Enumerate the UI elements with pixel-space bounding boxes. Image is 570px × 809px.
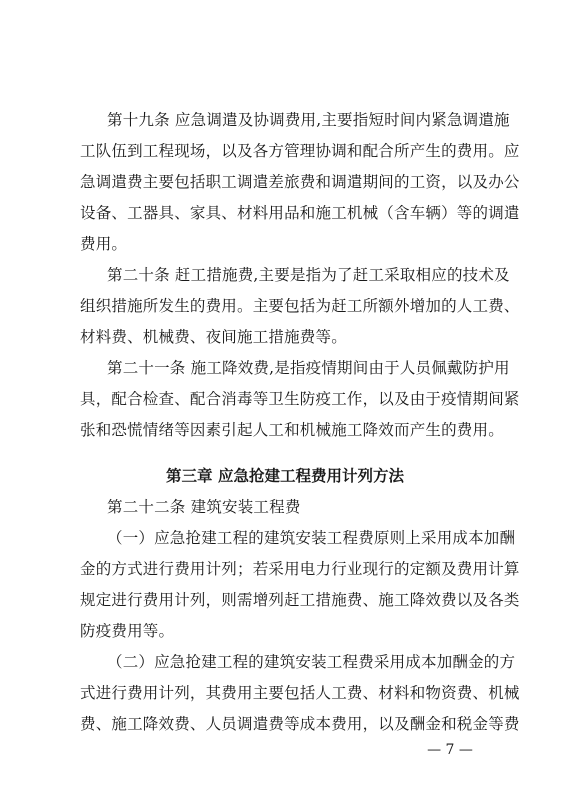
art22-item1-line-2: 金的方式进行费用计列；若采用电力行业现行的定额及费用计算 — [80, 560, 520, 578]
art20-line-2: 组织措施所发生的费用。主要包括为赶工所额外增加的人工费、 — [80, 297, 520, 315]
art21-line-2: 具，配合检查、配合消毒等卫生防疫工作，以及由于疫情期间紧 — [80, 390, 520, 408]
art22-item1-line-3: 规定进行费用计列，则需增列赶工措施费、施工降效费以及各类 — [80, 591, 520, 609]
art20-line-1: 第二十条 赶工措施费,主要是指为了赶工采取相应的技术及 — [107, 266, 510, 284]
art19-line-1: 第十九条 应急调遣及协调费用,主要指短时间内紧急调遣施 — [107, 111, 510, 129]
art22-item2-line-2: 式进行费用计列，其费用主要包括人工费、材料和物资费、机械 — [80, 684, 520, 702]
art22-item2-line-3: 费、施工降效费、人员调遣费等成本费用，以及酬金和税金等费 — [80, 715, 520, 733]
chapter-3-heading: 第三章 应急抢建工程费用计列方法 — [166, 467, 404, 485]
art19-line-5: 费用。 — [80, 235, 128, 253]
art22-item2-line-1: （二）应急抢建工程的建筑安装工程费采用成本加酬金的方 — [107, 653, 516, 671]
art21-line-3: 张和恐慌情绪等因素引起人工和机械施工降效而产生的费用。 — [80, 421, 504, 439]
art22-item1-line-4: 防疫费用等。 — [80, 622, 175, 640]
art20-line-3: 材料费、机械费、夜间施工措施费等。 — [80, 328, 347, 346]
art22-item1-line-1: （一）应急抢建工程的建筑安装工程费原则上采用成本加酬 — [107, 529, 516, 547]
page-number: — 7 — — [427, 742, 473, 758]
art19-line-2: 工队伍到工程现场，以及各方管理协调和配合所产生的费用。应 — [80, 142, 520, 160]
art22-title: 第二十二条 建筑安装工程费 — [107, 498, 301, 516]
art19-line-4: 设备、工器具、家具、材料用品和施工机械（含车辆）等的调遣 — [80, 204, 520, 222]
art19-line-3: 急调遣费主要包括职工调遣差旅费和调遣期间的工资，以及办公 — [80, 173, 520, 191]
art21-line-1: 第二十一条 施工降效费,是指疫情期间由于人员佩戴防护用 — [107, 359, 510, 377]
